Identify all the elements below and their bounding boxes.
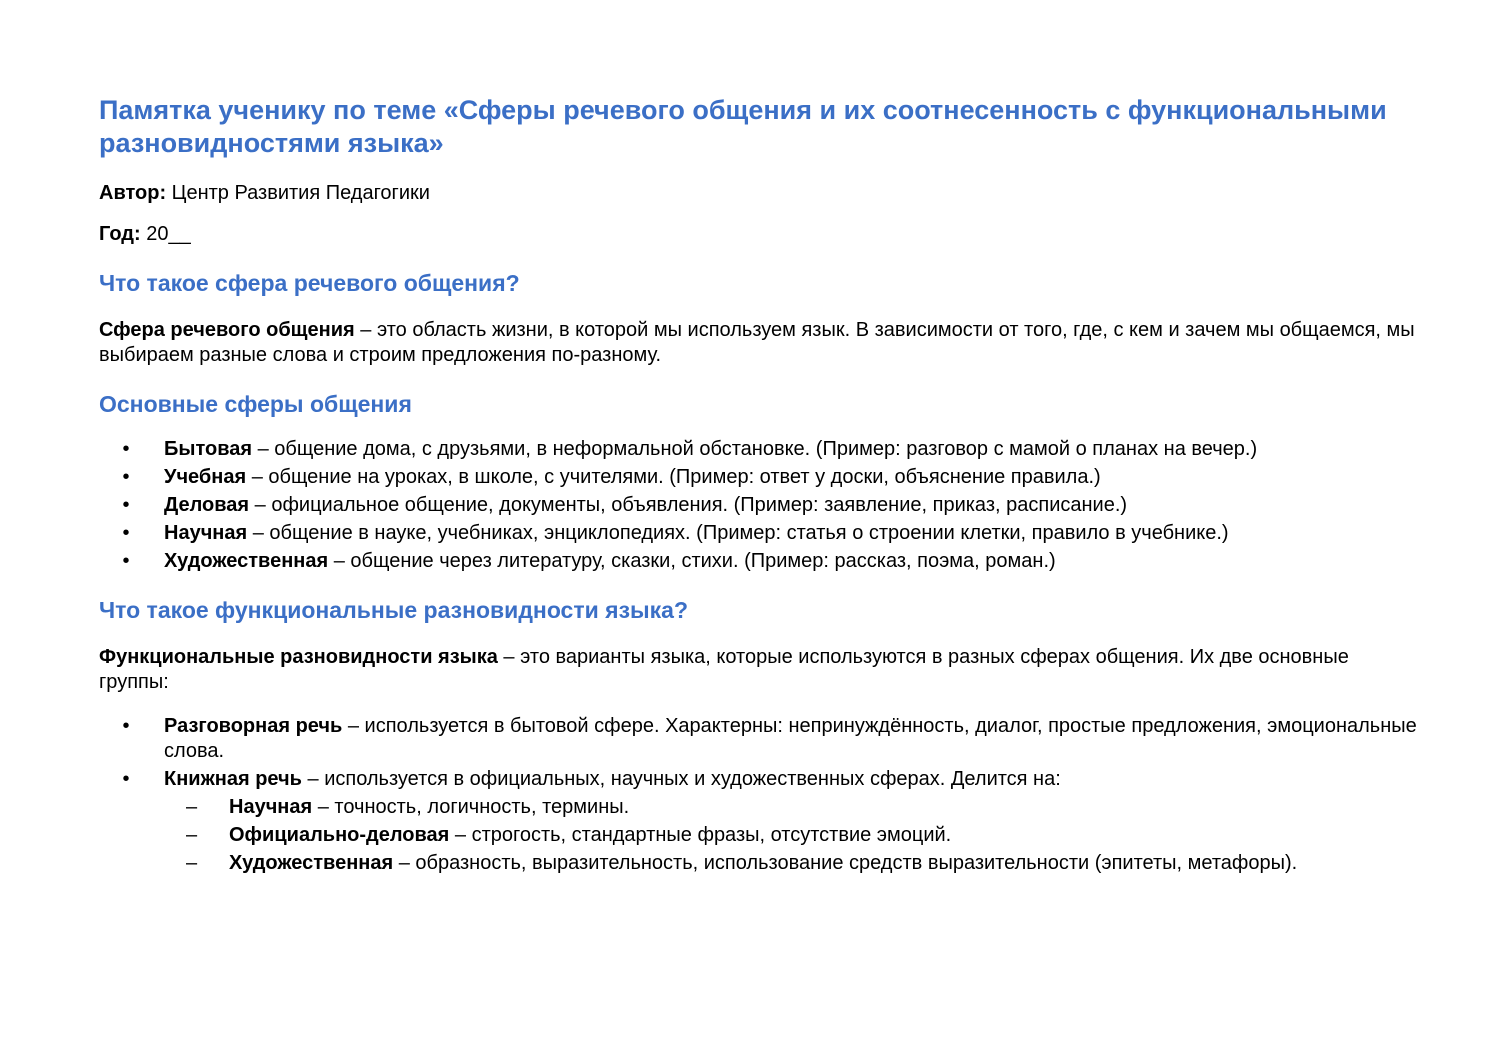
item-term: Художественная	[229, 852, 394, 874]
year-value: 20__	[140, 223, 191, 245]
bookish-subtypes-list	[164, 795, 1419, 876]
item-text: – общение на уроках, в школе, с учителями. (Пример: ответ у доски, объяснение правила.)	[246, 466, 1101, 488]
item-term: Научная	[229, 796, 313, 818]
heading-functional-varieties: Что такое функциональные разновидности языка?	[99, 597, 688, 623]
document-page	[99, 94, 1419, 879]
functional-text: – это варианты языка, которые используются в разных сферах общения. Их две основные группы:	[99, 646, 1349, 693]
functional-groups-list	[99, 714, 1419, 876]
author-label: Автор:	[99, 182, 167, 204]
sphere-definition	[99, 318, 1419, 368]
list-item	[99, 493, 1419, 518]
bullet-icon: •	[122, 438, 130, 460]
functional-definition	[99, 645, 1419, 695]
bullet-icon: •	[122, 494, 130, 516]
item-text: – общение в науке, учебниках, энциклопедиях. (Пример: статья о строении клетки, правило в учебнике.)	[247, 522, 1229, 544]
author-value: Центр Развития Педагогики	[166, 182, 430, 204]
item-term: Научная	[164, 522, 248, 544]
bullet-icon: •	[122, 715, 130, 737]
item-text: – используется в бытовой сфере. Характерны: непринуждённость, диалог, простые предложения, эмоциональные слова.	[164, 715, 1417, 762]
list-item	[99, 767, 1419, 876]
year-label: Год:	[99, 223, 141, 245]
functional-term: Функциональные разновидности языка	[99, 646, 498, 668]
item-text: – официальное общение, документы, объявления. (Пример: заявление, приказ, расписание.)	[249, 494, 1128, 516]
list-item	[99, 437, 1419, 462]
heading-main-spheres: Основные сферы общения	[99, 391, 412, 417]
bullet-icon: •	[122, 522, 130, 544]
sub-list-item	[164, 823, 1419, 848]
item-text: – общение дома, с друзьями, в неформальной обстановке. (Пример: разговор с мамой о планах на вечер.)	[252, 438, 1258, 460]
sphere-text: – это область жизни, в которой мы используем язык. В зависимости от того, где, с кем и зачем мы общаемся, мы выбираем разные слова и строим предложения по-разному.	[99, 319, 1415, 366]
sphere-term: Сфера речевого общения	[99, 319, 355, 341]
main-spheres-list	[99, 437, 1419, 574]
item-term: Художественная	[164, 550, 329, 572]
list-item	[99, 521, 1419, 546]
year-line	[99, 222, 1419, 246]
item-term: Книжная речь	[164, 768, 302, 790]
bullet-icon: •	[122, 768, 130, 790]
dash-icon: –	[186, 796, 198, 818]
sub-list-item	[164, 851, 1419, 876]
author-line	[99, 181, 1419, 205]
list-item	[99, 549, 1419, 574]
item-text: – точность, логичность, термины.	[312, 796, 630, 818]
document-title: Памятка ученику по теме «Сферы речевого общения и их соотнесенность с функциональными разновидностями языка»	[99, 95, 1387, 158]
item-term: Деловая	[164, 494, 250, 516]
bullet-icon: •	[122, 466, 130, 488]
list-item	[99, 714, 1419, 764]
item-text: – используется в официальных, научных и художественных сферах. Делится на:	[301, 768, 1061, 790]
heading-what-is-sphere: Что такое сфера речевого общения?	[99, 270, 520, 296]
bullet-icon: •	[122, 550, 130, 572]
item-text: – общение через литературу, сказки, стихи. (Пример: рассказ, поэма, роман.)	[328, 550, 1056, 572]
item-text: – строгость, стандартные фразы, отсутствие эмоций.	[449, 824, 952, 846]
item-text: – образность, выразительность, использование средств выразительности (эпитеты, метафоры).	[393, 852, 1298, 874]
dash-icon: –	[186, 824, 198, 846]
sub-list-item	[164, 795, 1419, 820]
dash-icon: –	[186, 852, 198, 874]
item-term: Учебная	[164, 466, 247, 488]
item-term: Разговорная речь	[164, 715, 343, 737]
item-term: Бытовая	[164, 438, 253, 460]
list-item	[99, 465, 1419, 490]
item-term: Официально-деловая	[229, 824, 450, 846]
